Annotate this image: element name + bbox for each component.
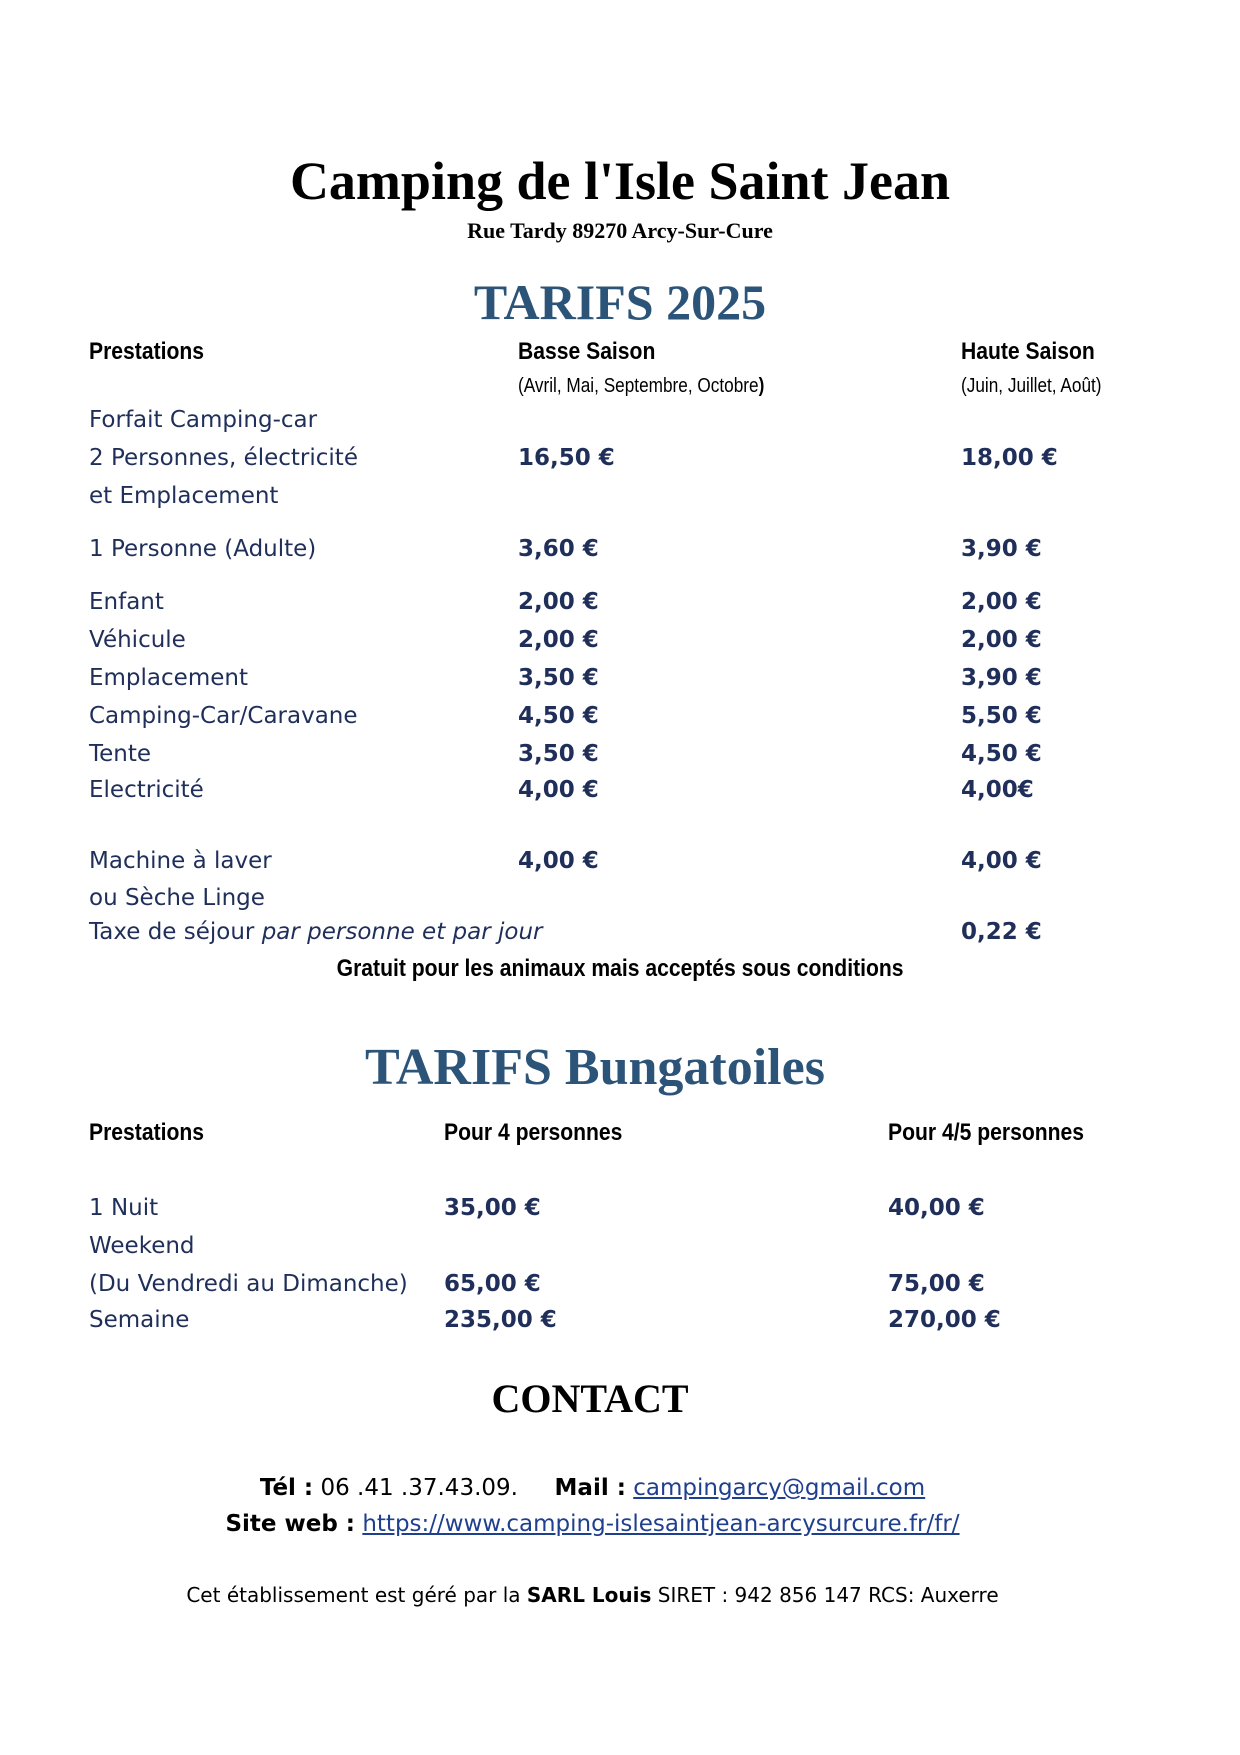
- col-haute-months: (Juin, Juillet, Août): [961, 375, 1102, 397]
- row-label: Véhicule: [89, 627, 186, 653]
- machine-haute-price: 4,00 €: [961, 848, 1042, 874]
- row-haute-price: 3,90 €: [961, 665, 1042, 691]
- bung-semaine-p4: 235,00 €: [444, 1307, 557, 1333]
- col-haute-saison: Haute Saison: [961, 338, 1095, 365]
- bung-col-45-personnes: Pour 4/5 personnes: [888, 1119, 1085, 1146]
- row-haute-price: 2,00 €: [961, 627, 1042, 653]
- bung-nuit-p45: 40,00 €: [888, 1195, 985, 1221]
- footer-legal: Cet établissement est géré par la SARL Louis SIRET : 942 856 147 RCS: Auxerre: [186, 1583, 999, 1607]
- machine-basse-price: 4,00 €: [518, 848, 599, 874]
- bung-semaine-label: Semaine: [89, 1307, 190, 1333]
- animaux-note: Gratuit pour les animaux mais acceptés sous conditions: [336, 955, 904, 982]
- forfait-label-3: et Emplacement: [89, 483, 279, 509]
- bung-nuit-p4: 35,00 €: [444, 1195, 541, 1221]
- forfait-basse-price: 16,50 €: [518, 445, 615, 471]
- col-prestations: Prestations: [89, 338, 205, 365]
- bung-nuit-label: 1 Nuit: [89, 1195, 159, 1221]
- website-link[interactable]: https://www.camping-islesaintjean-arcysurcure.fr/fr/: [362, 1511, 960, 1537]
- row-haute-price: 4,00€: [961, 777, 1034, 803]
- machine-label-2: ou Sèche Linge: [89, 885, 265, 911]
- page-title: Camping de l'Isle Saint Jean: [289, 151, 951, 211]
- bung-semaine-p45: 270,00 €: [888, 1307, 1001, 1333]
- row-haute-price: 2,00 €: [961, 589, 1042, 615]
- col-basse-months: (Avril, Mai, Septembre, Octobre): [518, 375, 765, 397]
- taxe-haute-price: 0,22 €: [961, 919, 1042, 945]
- row-basse-price: 2,00 €: [518, 627, 599, 653]
- site-label: Site web :: [225, 1511, 356, 1537]
- bung-col-prestations: Prestations: [89, 1119, 205, 1146]
- row-label: Tente: [89, 741, 152, 767]
- forfait-haute-price: 18,00 €: [961, 445, 1058, 471]
- bung-weekend-p4: 65,00 €: [444, 1271, 541, 1297]
- bung-weekend-label: Weekend: [89, 1233, 195, 1259]
- row-label: Camping-Car/Caravane: [89, 703, 358, 729]
- row-label: Electricité: [89, 777, 204, 803]
- row-basse-price: 3,50 €: [518, 665, 599, 691]
- mail-link[interactable]: campingarcy@gmail.com: [633, 1475, 926, 1501]
- contact-line-1: [0, 1475, 1185, 1501]
- bungatoiles-title: TARIFS Bungatoiles: [365, 1039, 825, 1096]
- row-haute-price: 3,90 €: [961, 536, 1042, 562]
- machine-label-1: Machine à laver: [89, 848, 272, 874]
- tel-value: 06 .41 .37.43.09.: [313, 1475, 518, 1501]
- row-basse-price: 3,50 €: [518, 741, 599, 767]
- row-basse-price: 4,00 €: [518, 777, 599, 803]
- mail-label: Mail :: [554, 1475, 626, 1501]
- contact-title: CONTACT: [491, 1376, 689, 1421]
- row-label: Enfant: [89, 589, 164, 615]
- forfait-label-1: Forfait Camping-car: [89, 407, 318, 433]
- bung-weekend-label-2: (Du Vendredi au Dimanche): [89, 1271, 408, 1297]
- bung-col-4-personnes: Pour 4 personnes: [444, 1119, 623, 1146]
- col-basse-saison: Basse Saison: [518, 338, 656, 365]
- row-basse-price: 3,60 €: [518, 536, 599, 562]
- contact-line-2: [0, 1511, 1185, 1537]
- row-label: Emplacement: [89, 665, 248, 691]
- taxe-label: Taxe de séjour par personne et par jour: [89, 919, 543, 945]
- row-basse-price: 2,00 €: [518, 589, 599, 615]
- row-haute-price: 4,50 €: [961, 741, 1042, 767]
- bung-weekend-p45: 75,00 €: [888, 1271, 985, 1297]
- row-haute-price: 5,50 €: [961, 703, 1042, 729]
- row-label: 1 Personne (Adulte): [89, 536, 317, 562]
- forfait-label-2: 2 Personnes, électricité: [89, 445, 358, 471]
- row-basse-price: 4,50 €: [518, 703, 599, 729]
- tel-label: Tél :: [259, 1475, 314, 1501]
- address: Rue Tardy 89270 Arcy-Sur-Cure: [467, 218, 773, 243]
- tarifs-title: TARIFS 2025: [473, 274, 767, 330]
